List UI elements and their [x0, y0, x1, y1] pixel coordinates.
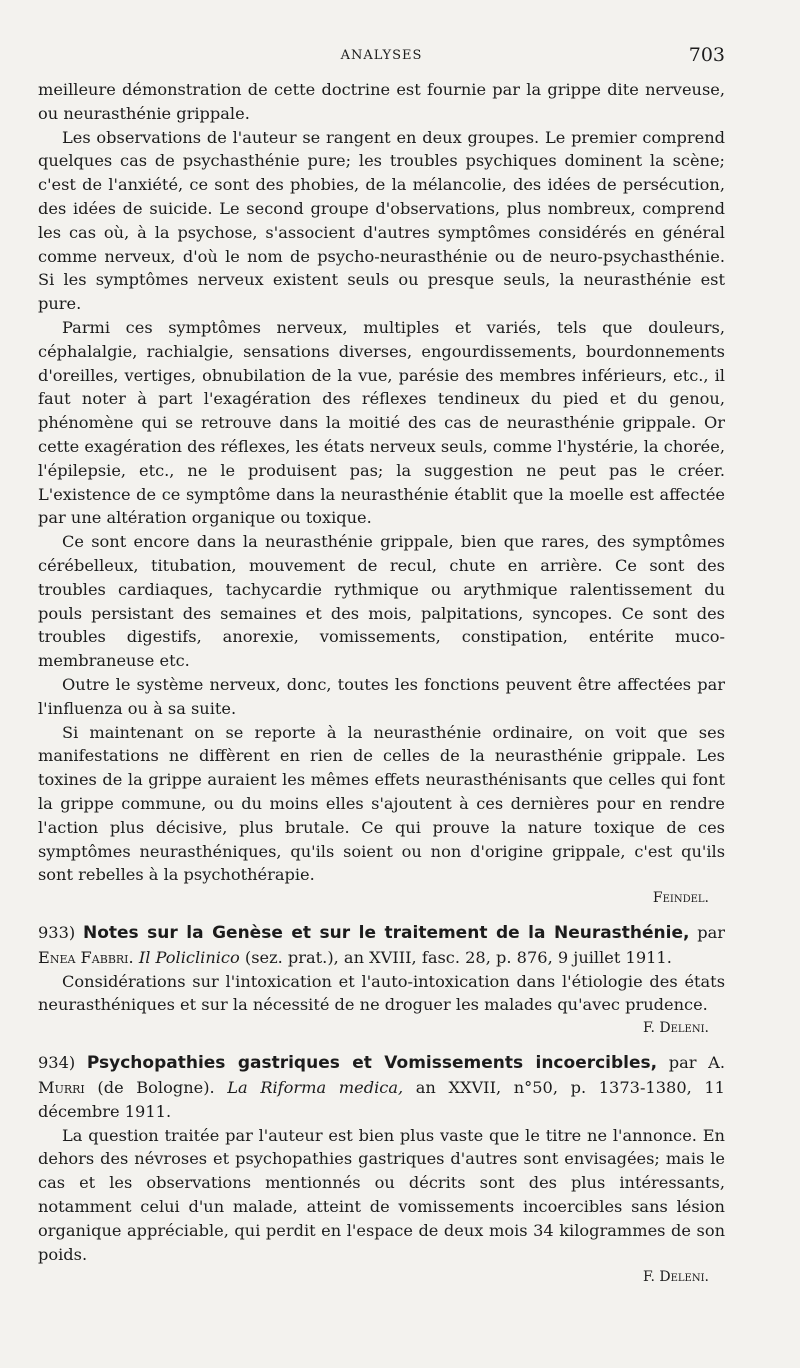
signature-feindel: Feindel. [652, 890, 709, 907]
signature-deleni-2: F. Deleni. [642, 1269, 709, 1286]
paragraph-1: meilleure démonstration de cette doctrine est fournie par la grippe dite nerveuse, ou neurasthénie grippale. [38, 80, 725, 123]
citation: an XXVII, n°50, p. 1373-1380, 11 décembre 1911. [38, 1078, 725, 1121]
entry-title: Notes sur la Genèse et sur le traitement de la Neurasthénie, [82, 923, 690, 944]
entry-number: 934) [38, 1053, 76, 1073]
author-prefix: par [697, 923, 725, 943]
entry-933-heading [38, 921, 725, 970]
citation: (sez. prat.), an XVIII, fasc. 28, p. 876, 9 juillet 1911. [244, 947, 672, 967]
article-body [38, 78, 725, 1288]
paragraph-6: Si maintenant on se reporte à la neurasthénie ordinaire, on voit que ses manifestations ne diffèrent en rien de celles de la neurasthénie grippale. Les toxines de la grippe auraient les mêmes effets neurasthénisants que celles qui font la grippe commune, ou du moins elles s'ajoutent à ces dernières pour en rendre l'action plus décisive, plus brutale. Ce qui prouve la nature toxique de ces symptômes neurasthéniques, qu'ils soient ou non d'origine grippale, c'est qu'ils sont rebelles à la psychothérapie. [38, 722, 725, 885]
author-place: (de Bologne). [97, 1078, 215, 1098]
page-header [38, 38, 725, 78]
entry-934-heading [38, 1051, 725, 1123]
author-name: A. Murri [38, 1053, 726, 1098]
running-title: ANALYSES [340, 48, 423, 63]
signature-deleni-1: F. Deleni. [642, 1020, 709, 1037]
page-number: 703 [688, 44, 725, 66]
author-name: Enea Fabbri. [38, 947, 134, 967]
journal-name: La Riforma medica, [227, 1078, 404, 1098]
paragraph-2: Les observations de l'auteur se rangent en deux groupes. Le premier comprend quelques cas de psychasthénie pure; les troubles psychiques dominent la scène; c'est de l'anxiété, ce sont des phobies, de la mélancolie, des idées de persécution, des idées de suicide. Le second groupe d'observations, plus nombreux, comprend les cas où, à la psychose, s'associent d'autres symptômes considérés en général comme nerveux, d'où le nom de psycho-neurasthénie ou de neuro-psychasthénie. Si les symptômes nerveux existent seuls ou presque seuls, la neurasthénie est pure. [38, 127, 725, 314]
entry-933-text: Considérations sur l'intoxication et l'auto-intoxication dans l'étiologie des états neurasthéniques et sur la nécessité de ne droguer les malades qu'avec prudence. [38, 971, 725, 1015]
paragraph-4: Ce sont encore dans la neurasthénie grippale, bien que rares, des symptômes cérébelleux, titubation, mouvement de recul, chute en arrière. Ce sont des troubles cardiaques, tachycardie rythmique ou arythmique ralentissement du pouls persistant des semaines et des mois, palpitations, syncopes. Ce sont des troubles digestifs, anorexie, vomissements, constipation, entérite muco-membraneuse etc. [38, 532, 725, 671]
entry-title: Psychopathies gastriques et Vomissements incoercibles, [86, 1053, 658, 1074]
entry-934-text: La question traitée par l'auteur est bien plus vaste que le titre ne l'annonce. En dehors des névroses et psychopathies gastriques d'autres sont envisagées; mais le cas et les observations mentionnés ou décrits sont des plus intéressants, notamment celui d'un malade, atteint de vomissements incoercibles sans lésion organique appréciable, qui perdit en l'espace de deux mois 34 kilogrammes de son poids. [38, 1125, 725, 1264]
paragraph-5: Outre le système nerveux, donc, toutes les fonctions peuvent être affectées par l'influenza ou à sa suite. [38, 674, 725, 718]
journal-name: Il Policlinico [138, 947, 240, 967]
paragraph-3: Parmi ces symptômes nerveux, multiples et variés, tels que douleurs, céphalalgie, rachialgie, sensations diverses, engourdissements, bourdonnements d'oreilles, vertiges, obnubilation de la vue, parésie des membres inférieurs, etc., il faut noter à part l'exagération des réflexes tendineux du pied et du genou, phénomène qui se retrouve dans la moitié des cas de neurasthénie grippale. Or cette exagération des réflexes, les états nerveux seuls, comme l'hystérie, la chorée, l'épilepsie, etc., ne le produisent pas; la suggestion ne peut pas le créer. L'existence de ce symptôme dans la neurasthénie établit que la moelle est affectée par une altération organique ou toxique. [38, 317, 725, 528]
author-prefix: par [668, 1053, 697, 1073]
entry-number: 933) [38, 923, 76, 943]
